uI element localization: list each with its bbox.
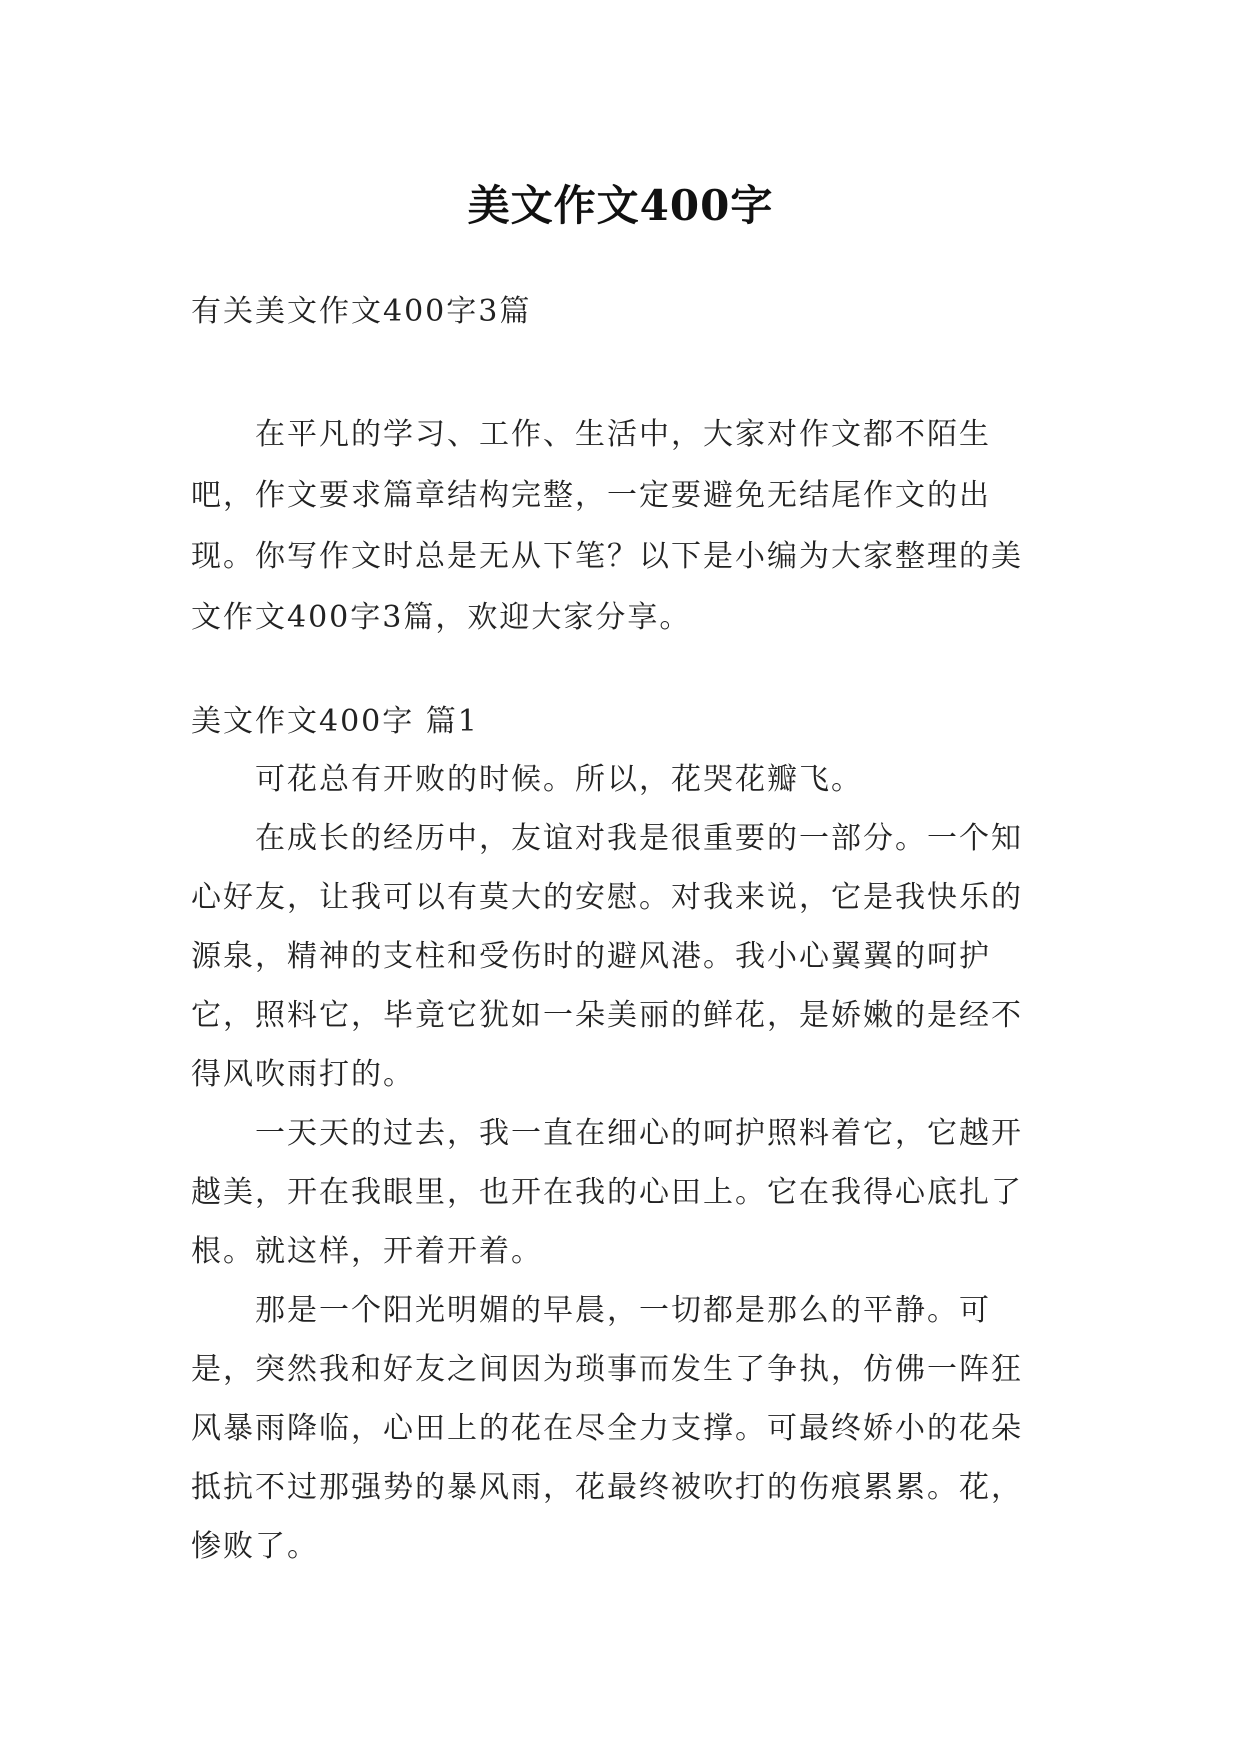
- section-body: [191, 750, 1052, 1576]
- document-subtitle: 有关美文作文400字3篇: [191, 294, 532, 329]
- intro-paragraph: 在平凡的学习、工作、生活中，大家对作文都不陌生吧，作文要求篇章结构完整，一定要避免无结尾作文的出现。你写作文时总是无从下笔？以下是小编为大家整理的美文作文400字3篇，欢迎大家分享。: [191, 417, 1023, 635]
- body-paragraph: 可花总有开败的时候。所以，花哭花瓣飞。: [255, 762, 863, 797]
- section-heading: 美文作文400字 篇1: [191, 704, 479, 739]
- body-paragraph: 那是一个阳光明媚的早晨，一切都是那么的平静。可是，突然我和好友之间因为琐事而发生了争执，仿佛一阵狂风暴雨降临，心田上的花在尽全力支撑。可最终娇小的花朵抵抗不过那强势的暴风雨，花最终被吹打的伤痕累累。花，惨败了。: [191, 1293, 1023, 1564]
- body-paragraph: 一天天的过去，我一直在细心的呵护照料着它，它越开越美，开在我眼里，也开在我的心田上。它在我得心底扎了根。就这样，开着开着。: [191, 1116, 1023, 1269]
- document-title: 美文作文400字: [467, 181, 774, 231]
- body-paragraph: 在成长的经历中，友谊对我是很重要的一部分。一个知心好友，让我可以有莫大的安慰。对我来说，它是我快乐的源泉，精神的支柱和受伤时的避风港。我小心翼翼的呵护它，照料它，毕竟它犹如一朵美丽的鲜花，是娇嫩的是经不得风吹雨打的。: [191, 821, 1023, 1092]
